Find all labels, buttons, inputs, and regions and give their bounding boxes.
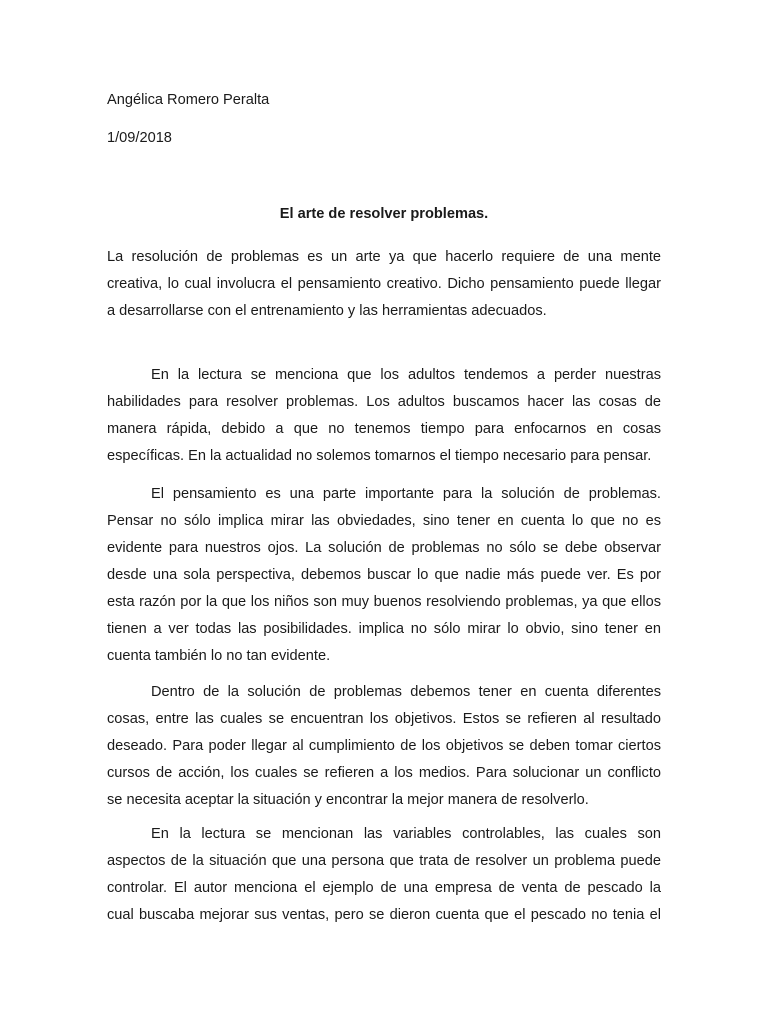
text-line: El pensamiento es una parte importante para la solución de problemas. (151, 486, 661, 502)
paragraph-5 (107, 821, 661, 929)
text-line: La resolución de problemas es un arte ya que hacerlo requiere de una mente (107, 249, 661, 265)
text-line: esta razón por la que los niños son muy buenos resolviendo problemas, ya que ellos (107, 594, 661, 610)
author-name: Angélica Romero Peralta (107, 92, 270, 108)
document-title: El arte de resolver problemas. (279, 206, 489, 222)
paragraph-4 (107, 679, 661, 814)
text-line: manera rápida, debido a que no tenemos tiempo para enfocarnos en cosas (107, 421, 661, 437)
text-line: cosas, entre las cuales se encuentran los objetivos. Estos se refieren al resultado (107, 711, 661, 727)
paragraph-2 (107, 362, 661, 470)
text-line: desde una sola perspectiva, debemos buscar lo que nadie más puede ver. Es por (107, 567, 661, 583)
text-line: En la lectura se menciona que los adultos tendemos a perder nuestras (151, 367, 661, 383)
text-line: evidente para nuestros ojos. La solución de problemas no sólo se debe observar (107, 540, 661, 556)
text-line: específicas. En la actualidad no solemos tomarnos el tiempo necesario para pensar. (107, 448, 652, 464)
text-line: cual buscaba mejorar sus ventas, pero se dieron cuenta que el pescado no tenia el (107, 907, 661, 923)
text-line: creativa, lo cual involucra el pensamiento creativo. Dicho pensamiento puede llegar (107, 276, 661, 292)
text-line: tienen a ver todas las posibilidades. implica no sólo mirar lo obvio, sino tener en (107, 621, 661, 637)
text-line: cursos de acción, los cuales se refieren a los medios. Para solucionar un conflicto (107, 765, 661, 781)
paragraph-3 (107, 481, 661, 670)
text-line: controlar. El autor menciona el ejemplo de una empresa de venta de pescado la (107, 880, 661, 896)
text-line: cuenta también lo no tan evidente. (107, 648, 331, 664)
text-line: deseado. Para poder llegar al cumplimiento de los objetivos se deben tomar ciertos (107, 738, 661, 754)
document-date: 1/09/2018 (107, 130, 172, 146)
text-line: En la lectura se mencionan las variables controlables, las cuales son (151, 826, 661, 842)
text-line: Pensar no sólo implica mirar las obviedades, sino tener en cuenta lo que no es (107, 513, 661, 529)
text-line: habilidades para resolver problemas. Los adultos buscamos hacer las cosas de (107, 394, 661, 410)
text-line: Dentro de la solución de problemas debemos tener en cuenta diferentes (151, 684, 661, 700)
text-line: a desarrollarse con el entrenamiento y las herramientas adecuados. (107, 303, 547, 319)
paragraph-1 (107, 244, 661, 325)
text-line: se necesita aceptar la situación y encontrar la mejor manera de resolverlo. (107, 792, 589, 808)
text-line: aspectos de la situación que una persona que trata de resolver un problema puede (107, 853, 661, 869)
